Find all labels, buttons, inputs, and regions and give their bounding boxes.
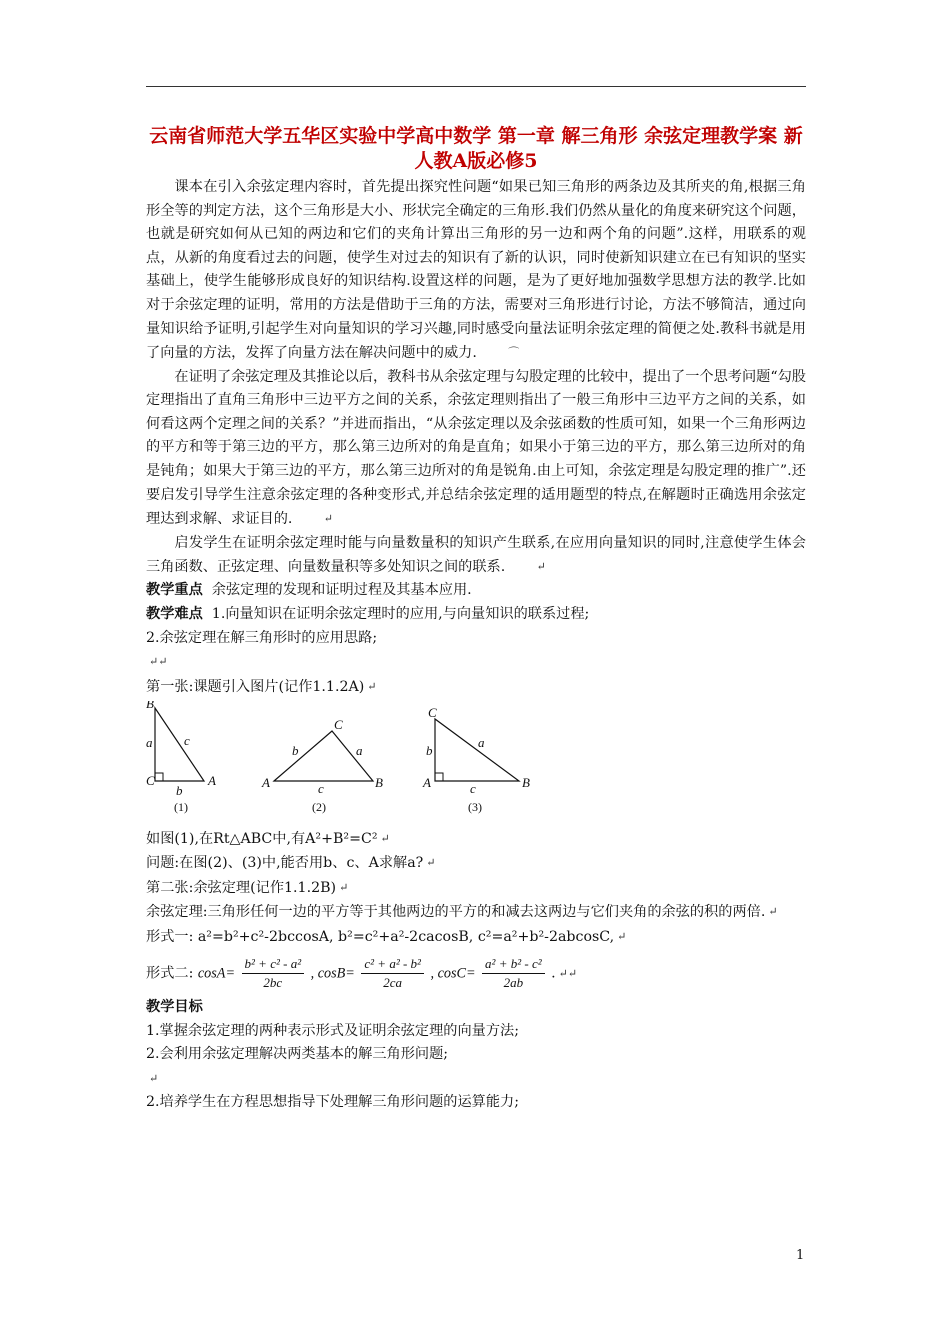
fraction-cos-c: $\frac{\text{a² + b² - c²}}{2ab}$: [482, 955, 545, 992]
fig1-side-c: c: [184, 733, 190, 749]
blank-line: [146, 1067, 806, 1091]
triangle-figures: [146, 701, 806, 823]
form-two: 形式二: cosA= $\frac{\text{b² + c² - a²}}{2bc}$ , cosB= $\frac{\text{c² + a² - b²}}{2ca}$ , cosC= $\frac{\text{a² + b² - c²}}{2ab}$ . ↵↵: [146, 956, 578, 990]
fig2-vertex-a: A: [262, 775, 270, 791]
fig1-caption: (1): [174, 800, 188, 815]
objective-item: 1.掌握余弦定理的两种表示形式及证明余弦定理的向量方法;: [146, 1022, 520, 1039]
key-point: 教学重点 余弦定理的发现和证明过程及其基本应用.: [146, 582, 472, 599]
fig2-side-c: c: [318, 781, 324, 797]
edit-mark-icon: ↵: [323, 512, 333, 526]
edit-mark-icon: ↵: [768, 905, 778, 919]
figure-1: [146, 701, 216, 814]
edit-mark-icon: ↵: [617, 929, 627, 943]
edit-mark-icon: ↵: [426, 856, 436, 870]
form-one: 形式一: a²=b²+c²-2bccosA, b²=c²+a²-2cacosB, c²=a²+b²-2abcosC, ↵: [146, 925, 806, 949]
edit-mark-icon: ↵: [339, 880, 349, 894]
paragraph-guidance: 启发学生在证明余弦定理时能与向量数量积的知识产生联系,在应用向量知识的同时,注意使学生体会三角函数、正弦定理、向量数量积等多处知识之间的联系. ↵: [146, 532, 806, 580]
page-number: 1: [796, 1248, 805, 1263]
fig2-side-b: b: [292, 743, 299, 759]
fig3-side-a: a: [478, 735, 485, 751]
edit-mark-icon: ↵: [367, 679, 377, 693]
fraction-cos-b: $\frac{\text{c² + a² - b²}}{2ca}$: [361, 955, 424, 992]
difficulty-2: 2.余弦定理在解三角形时的应用思路;: [146, 629, 378, 646]
fig2-caption: (2): [312, 800, 326, 815]
fig2-vertex-c: C: [334, 717, 343, 733]
paragraph-intro: 课本在引入余弦定理内容时，首先提出探究性问题“如果已知三角形的两条边及其所夹的角,根据三角形全等的判定方法，这个三角形是大小、形状完全确定的三角形.我们仍然从量化的角度来研究这个问题，也就是研究如何从已知的两边和它们的夹角计算出三角形的另一边和两个角的问题”.这样，用联系的观点，从新的角度看过去的问题，使学生对过去的知识有了新的认识，同时使新知识建立在已有知识的坚实基础上，使学生能够形成良好的知识结构.设置这样的问题，是为了更好地加强数学思想方法的教学.比如对于余弦定理的证明，常用的方法是借助于三角的方法，需要对三角形进行讨论，方法不够简洁，通过向量知识给予证明,引起学生对向量知识的学习兴趣,同时感受向量法证明余弦定理的简便之处.教科书就是用了向量的方法，发挥了向量方法在解决问题中的威力. ⌒: [146, 176, 806, 366]
edit-mark-icon: ↵: [536, 560, 546, 574]
fig3-caption: (3): [468, 800, 482, 815]
fig1-vertex-a: A: [208, 773, 216, 789]
fraction-cos-a: $\frac{\text{b² + c² - a²}}{2bc}$: [242, 955, 305, 992]
fig3-side-c: c: [470, 781, 476, 797]
fig3-vertex-c: C: [428, 705, 437, 721]
triangle-figures-svg: [146, 701, 806, 823]
fig3-vertex-a: A: [423, 775, 431, 791]
theorem-statement: 余弦定理:三角形任何一边的平方等于其他两边的平方的和减去这两边与它们夹角的余弦的积的两倍. ↵: [146, 900, 806, 924]
slide-1-label: 第一张:课题引入图片(记作1.1.2A) ↵: [146, 675, 806, 699]
fig2-side-a: a: [356, 743, 363, 759]
blank-line: [146, 650, 806, 674]
paragraph-comparison: 在证明了余弦定理及其推论以后，教科书从余弦定理与勾股定理的比较中，提出了一个思考问题“勾股定理指出了直角三角形中三边平方之间的关系，余弦定理则指出了一般三角形中三边平方之间的关系，如何看这两个定理之间的关系？”并进而指出，“从余弦定理以及余弦函数的性质可知，如果一个三角形两边的平方和等于第三边的平方，那么第三边所对的角是直角；如果小于第三边的平方，那么第三边所对的角是钝角；如果大于第三边的平方，那么第三边所对的角是锐角.由上可知，余弦定理是勾股定理的推广”.还要启发引导学生注意余弦定理的各种变形式,并总结余弦定理的适用题型的特点,在解题时正确选用余弦定理达到求解、求证目的. ↵: [146, 366, 806, 532]
question: 问题:在图(2)、(3)中,能否用b、c、A求解a? ↵: [146, 851, 806, 875]
edit-mark-icon: ↵: [380, 832, 390, 846]
fig3-side-b: b: [426, 743, 433, 759]
header-rule: [146, 86, 806, 87]
slide-2-label: 第二张:余弦定理(记作1.1.2B) ↵: [146, 876, 806, 900]
edit-mark-icon: ↵↵: [149, 655, 168, 669]
objective-item: 2.会利用余弦定理解决两类基本的解三角形问题;: [146, 1046, 449, 1063]
figure-3: [422, 705, 530, 814]
fig1-vertex-c: C: [146, 773, 155, 789]
edit-mark-icon: ↵: [149, 1071, 159, 1085]
difficulty: 教学难点 1.向量知识在证明余弦定理时的应用,与向量知识的联系过程;: [146, 606, 590, 623]
edit-mark-icon: ⌒: [508, 346, 520, 360]
objective-item: 2.培养学生在方程思想指导下处理解三角形问题的运算能力;: [146, 1094, 520, 1111]
figure-note: 如图(1),在Rt△ABC中,有A²+B²=C² ↵: [146, 827, 806, 851]
fig1-side-a: a: [146, 735, 153, 751]
fig1-vertex-b: B: [146, 701, 154, 712]
document-title: 云南省师范大学五华区实验中学高中数学 第一章 解三角形 余弦定理教学案 新人教A版必修5: [149, 125, 803, 172]
objectives-heading: 教学目标: [146, 999, 203, 1015]
document-body: [146, 176, 806, 1115]
edit-mark-icon: ↵↵: [558, 966, 578, 980]
fig3-vertex-b: B: [522, 775, 530, 791]
fig2-vertex-b: B: [375, 775, 383, 791]
fig1-side-b: b: [176, 783, 183, 799]
figure-2: [261, 717, 383, 814]
